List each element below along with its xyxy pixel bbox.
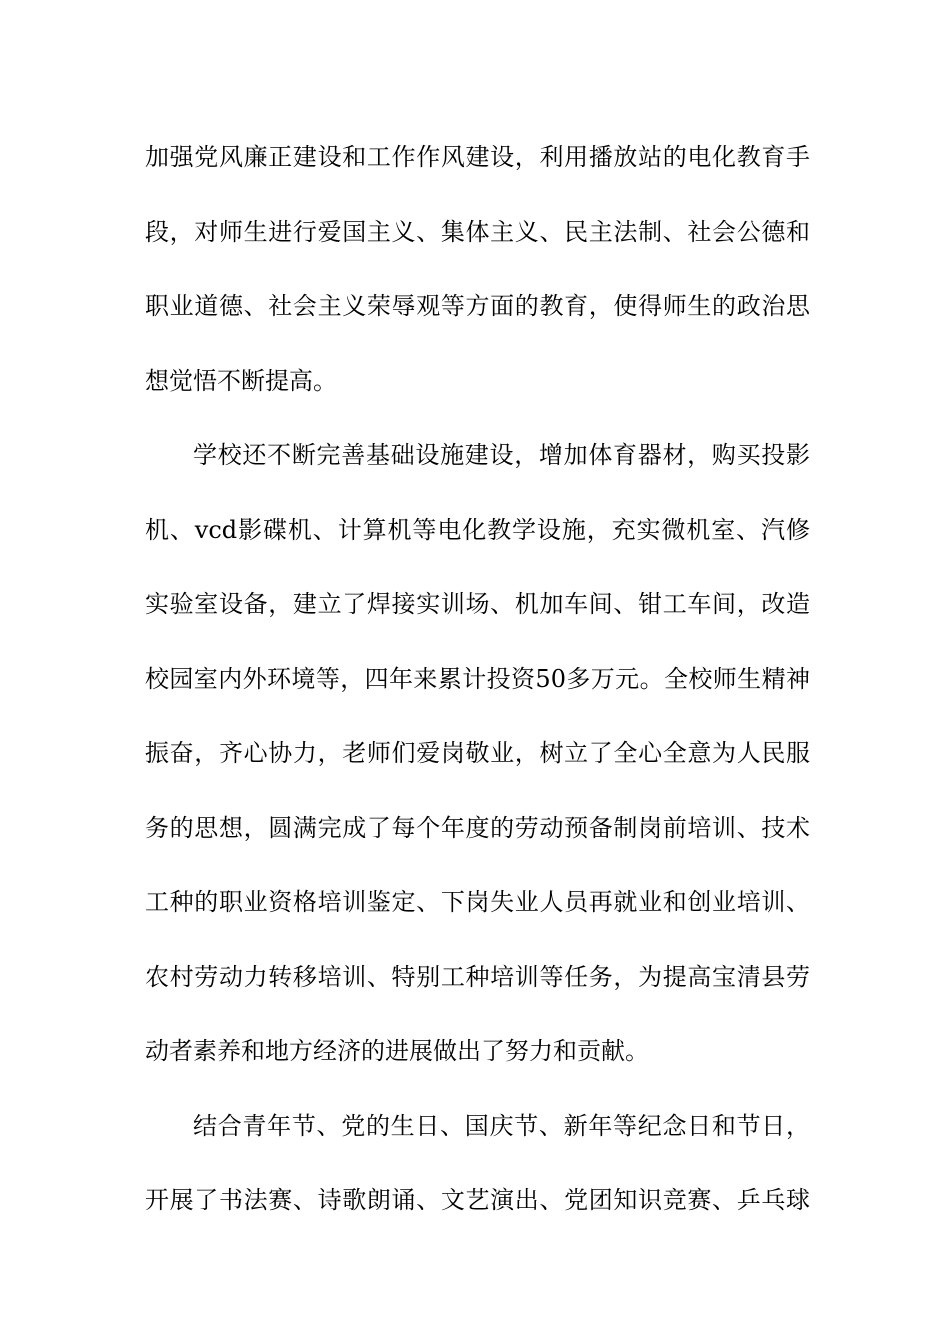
text-line: 校园室内外环境等，四年来累计投资50多万元。全校师生精神 xyxy=(145,664,810,693)
text-line: 机、vcd影碟机、计算机等电化教学设施，充实微机室、汽修 xyxy=(145,515,810,544)
text-line: 工种的职业资格培训鉴定、下岗失业人员再就业和创业培训、 xyxy=(145,888,810,916)
text-line: 结合青年节、党的生日、国庆节、新年等纪念日和节日， xyxy=(193,1111,810,1140)
body-text xyxy=(145,133,810,1251)
text-line: 学校还不断完善基础设施建设，增加体育器材，购买投影 xyxy=(193,441,810,469)
text-line: 农村劳动力转移培训、特别工种培训等任务，为提高宝清县劳 xyxy=(145,962,810,991)
text-line: 想觉悟不断提高。 xyxy=(145,366,337,395)
text-line: 务的思想，圆满完成了每个年度的劳动预备制岗前培训、技术 xyxy=(145,813,810,842)
text-line: 振奋，齐心协力，老师们爱岗敬业，树立了全心全意为人民服 xyxy=(145,739,810,767)
text-line: 动者素养和地方经济的进展做出了努力和贡献。 xyxy=(145,1037,649,1065)
text-line: 职业道德、社会主义荣辱观等方面的教育，使得师生的政治思 xyxy=(145,292,810,320)
text-line: 开展了书法赛、诗歌朗诵、文艺演出、党团知识竞赛、乒乓球 xyxy=(145,1186,810,1214)
text-line: 实验室设备，建立了焊接实训场、机加车间、钳工车间，改造 xyxy=(145,590,810,618)
text-line: 加强党风廉正建设和工作作风建设，利用播放站的电化教育手 xyxy=(145,143,810,171)
text-line: 段，对师生进行爱国主义、集体主义、民主法制、社会公德和 xyxy=(145,217,810,246)
